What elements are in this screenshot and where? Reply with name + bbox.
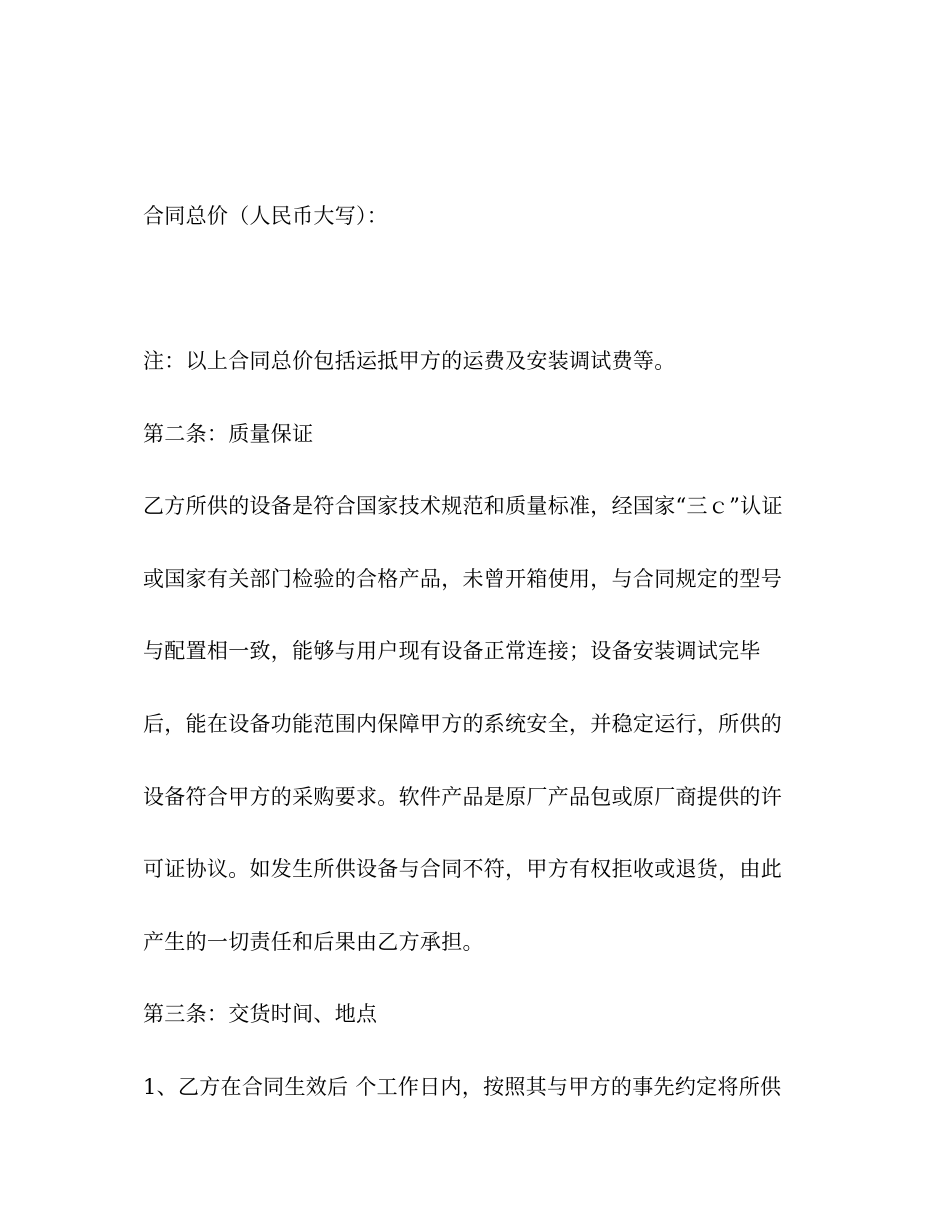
paragraph-line: 设备符合甲方的采购要求。软件产品是原厂产品包或原厂商提供的许: [143, 785, 782, 809]
paragraph-line: 与配置相一致，能够与用户现有设备正常连接；设备安装调试完毕: [143, 639, 761, 663]
paragraph-line: 可证协议。如发生所供设备与合同不符，甲方有权拒收或退货，由此: [143, 857, 782, 881]
paragraph-line: 1、乙方在合同生效后 个工作日内，按照其与甲方的事先约定将所供: [143, 1075, 782, 1099]
contract-total-price-line: 合同总价（人民币大写）：: [143, 204, 389, 228]
section-heading-delivery: 第三条：交货时间、地点: [143, 1002, 378, 1026]
section-heading-quality: 第二条：质量保证: [143, 422, 314, 446]
paragraph-line: 或国家有关部门检验的合格产品，未曾开箱使用，与合同规定的型号: [143, 567, 782, 591]
paragraph-line: 后，能在设备功能范围内保障甲方的系统安全，并稳定运行，所供的: [143, 712, 782, 736]
paragraph-line: 乙方所供的设备是符合国家技术规范和质量标准，经国家“三ｃ”认证: [143, 494, 783, 518]
paragraph-line: 产生的一切责任和后果由乙方承担。: [143, 930, 484, 954]
price-note-line: 注：以上合同总价包括运抵甲方的运费及安装调试费等。: [143, 349, 676, 373]
